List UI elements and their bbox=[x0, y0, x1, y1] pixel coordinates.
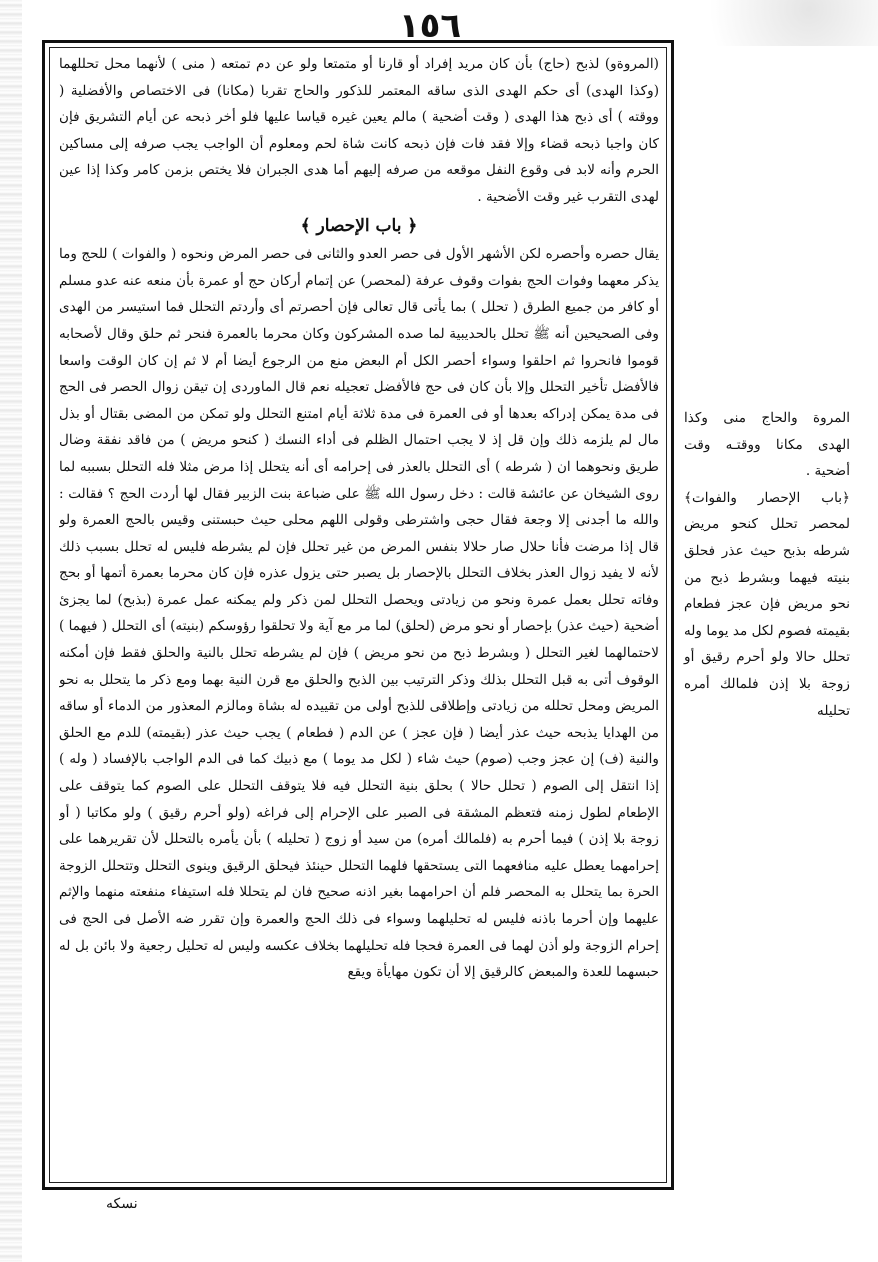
margin-line-hady: المروة والحاج منى وكذا الهدى مكانا ووقتـه وقت أضحية . bbox=[684, 410, 850, 480]
margin-line-ihsar: ﴿باب الإحصار والفوات﴾ لمحصر تحلل كنحو مريض شرطه بذبح حيث عذر فحلق بنيته فيهما وبشرط ذبح من نحو مريض فإن عجز فطعام بقيمته فصوم لكل مد يوما وله تحلل حالا ولو أحرم رقيق أو زوجة بلا إذن فلمالك أمره تحليله bbox=[684, 489, 850, 719]
margin-matn-text bbox=[684, 405, 850, 724]
catchword: نسكه bbox=[106, 1196, 138, 1212]
section-heading-ihsar: ﴿ باب الإحصار ﴾ bbox=[300, 215, 418, 236]
page-corner-smudge bbox=[648, 0, 878, 46]
commentary-text bbox=[59, 51, 659, 1177]
paragraph-ihsar: يقال حصره وأحصره لكن الأشهر الأول فى حصر العدو والثانى فى حصر المرض ونحوه ( والفوات ) للحج وما يذكر معهما وفوات الحج بفوات وقوف عرفة (لمحصر) عن إتمام أركان حج أو عمرة بأن منعه عنه عدو مسلم أو كافر من جميع الطرق ( تحلل ) بما يأتى قال تعالى فإن أحصرتم أى وأردتم التحلل فما استيسر من الهدى وفى الصحيحين أنه ﷺ تحلل بالحديبية لما صده المشركون وكان محرما بالعمرة فنحر ثم حلق وقال لأصحابه قوموا فانحروا ثم احلقوا وسواء أحصر الكل أم البعض منع من الرجوع أيضا أم لا ثم إن كان الوقت واسعا فالأفضل تأخير التحلل وإلا بأن كان فى حج فالأفضل تعجيله نعم قال الماوردى إن تيقن زوال الحصر فى الحج فى مدة يمكن إدراكه بعدها أو فى العمرة فى مدة ثلاثة أيام امتنع التحلل ولو تمكن من المضى بقتال أو بذل مال لم يلزمه ذلك وإن قل إذ لا يجب احتمال الظلم فى أداء النسك ( كنحو مريض ) من فاقد نفقة وضال طريق ونحوهما ان ( شرطه ) أى التحلل بالعذر فى إحرامه أى أنه يتحلل إذا مرض مثلا فله التحلل بسببه لما روى الشيخان عن عائشة قالت : دخل رسول الله ﷺ على ضباعة بنت الزبير فقال لها أردت الحج ؟ فقالت : والله ما أجدنى إلا وجعة فقال حجى واشترطى وقولى اللهم محلى حيث حبستنى وقيس بالحج العمرة ولو قال إذا مرضت فأنا حلال صار حلالا بنفس المرض من غير تحلل فإن لم يشرطه فليس له تحلل بسبب ذلك لأنه لا يفيد زوال العذر بخلاف التحلل بالإحصار بل يصبر حتى يزول عذره فإن كان محرما بعمرة أتمها أو بحج وفاته تحلل بعمل عمرة ونحو من زيادتى ويحصل التحلل لمن ذكر ولم يمكنه عمل عمرة (بذبح) لما يجزئ أضحية (حيث عذر) بإحصار أو نحو مرض (لحلق) لما مر مع آية ولا تحلقوا رؤوسكم (بنيته) أى التحلل ( فيهما ) لاحتمالهما لغير التحلل ( وبشرط ذبح من نحو مريض ) فإن لم يشرطه تحلل بالنية والحلق فقط فإن أمكنه الوقوف أتى به قبل التحلل بذلك وذكر الترتيب بين الذبح والحلق مع قرن النية بهما ومع ذكر ما يتحلل به نحو المريض ومحل تحلله من زيادتى وإطلاقى للذبح أولى من تقييده له بشاة ومالزم المعذور من الدماء أو ساقه من الهدايا يذبحه حيث عذر أيضا ( فإن عجز ) عن الدم ( فطعام ) يجب حيث عذر (بقيمته) للدم مع الحلق والنية (ف) إن عجز وجب (صوم) حيث شاء ( لكل مد يوما ) مع ذبيك كما فى الدم الواجب بالإفساد ( وله ) إذا انتقل إلى الصوم ( تحلل حالا ) بحلق بنية التحلل فيه فلا يتوقف التحلل على الصوم كما يتوقف على الإطعام لطول زمنه فتعظم المشقة فى الصبر على الإحرام إلى فراغه (ولو أحرم رقيق ) ولو مكاتبا ( أو زوجة بلا إذن ) فيما أحرم به (فلمالك أمره) من سيد أو زوج ( تحليله ) بأن يأمره بالتحلل لأن تقريرهما على إحرامهما يعطل عليه منافعهما التى يستحقها فلهما التحلل حينئذ فيحلق الرقيق وينوى التحلل وتتحلل الزوجة الحرة بما يتحلل به المحصر فلم أن احرامهما بغير اذنه صحيح فان لم يتحللا فله استيفاء منفعته منهما والإثم عليهما وإن أحرما باذنه فليس له تحليلهما وسواء فى ذلك الحج والعمرة وإن تقرر ضه الأصل فى الحج فى إحرام الزوجة ولو أذن لهما فى العمرة فحجا فله تحليلهما بخلاف عكسه وليس له تحليل رجعية ولا بائن بل له حبسهما للعدة والمبعض كالرقيق إلا أن تكون مهايأة ويقع bbox=[59, 246, 659, 981]
page-number: ١٥٦ bbox=[398, 6, 462, 46]
main-text-frame bbox=[42, 40, 674, 1190]
paragraph-hady: (المروةو) لذبح (حاج) بأن كان مريد إفراد أو قارنا أو متمتعا ولو عن دم تمتعه ( منى ) لأنهما محل تحللهما (وكذا الهدى) أى حكم الهدى الذى ساقه المعتمر للذكور والحاج تقربا (مكانا) فى الاختصاص والأفضلية ( ووقته ) أى ذبح هذا الهدى ( وقت أضحية ) مالم يعين غيره قياسا عليها فلو أخر ذبحه عن أيام التشريق فإن كان واجبا ذبحه قضاء وإلا فقد فات فإن ذبحه كانت شاة لحم ومعلوم أن الواجب يجب صرفه إلى مساكين الحرم وأنه لابد فى وقوع النفل موقعه من صرفه إليهم أما هدى الجبران فلا يختص بزمن كامر وكذا إذا عين لهدى التقرب غير وقت الأضحية . bbox=[59, 56, 659, 205]
page-edge-shadow bbox=[0, 0, 22, 1262]
